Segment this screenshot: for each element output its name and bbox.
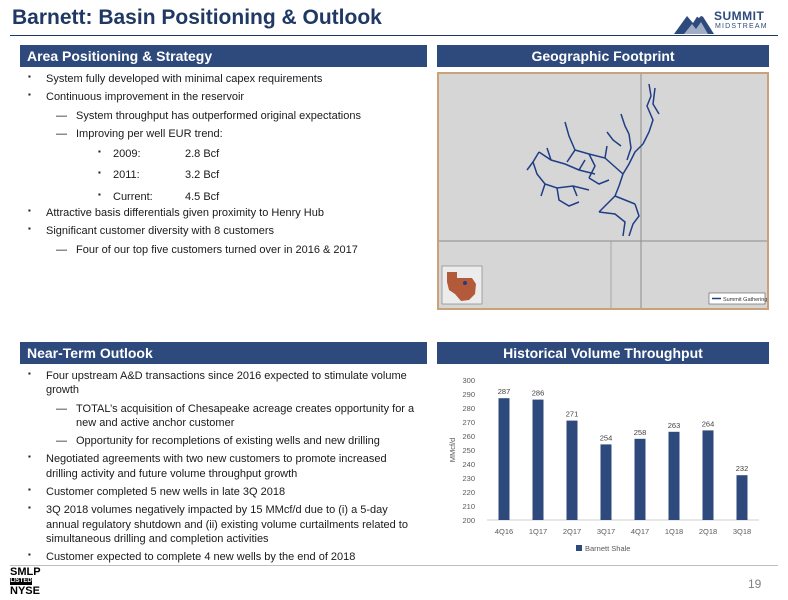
- logo-text-summit: SUMMIT: [714, 9, 765, 23]
- sub-bullet: — Four of our top five customers turned over in 2016 & 2017: [20, 243, 430, 257]
- geographic-footprint-header: Geographic Footprint: [437, 45, 769, 67]
- x-tick-label: 4Q16: [494, 527, 514, 536]
- bullet: ▪ Four upstream A&D transactions since 2016 expected to stimulate volume growth: [20, 369, 415, 398]
- bullet: ▪ 3Q 2018 volumes negatively impacted by 15 MMcf/d due to (i) a 5-day annual regulatory shutdown and (ii) existing volume curtailments related to simultaneous drilling and completion activities: [20, 503, 415, 546]
- y-tick-label: 270: [462, 418, 475, 427]
- eur-value: 2.8 Bcf: [185, 148, 220, 161]
- bar: [567, 421, 578, 520]
- map-legend: [709, 293, 767, 304]
- logo-listed: LISTED: [10, 578, 32, 584]
- bar-data-label: 258: [633, 427, 647, 437]
- y-tick-label: 220: [462, 488, 475, 497]
- sub-bullet: — System throughput has outperformed original expectations: [20, 109, 430, 123]
- eur-year: Current:: [113, 190, 153, 203]
- summit-logo: [674, 8, 774, 34]
- bar-data-label: 254: [599, 433, 613, 443]
- page-number: 19: [748, 577, 762, 591]
- bullet: ▪ System fully developed with minimal capex requirements: [20, 72, 430, 86]
- bar: [533, 400, 544, 520]
- slide-title: Barnett: Basin Positioning & Outlook: [12, 6, 382, 29]
- eur-item: [20, 168, 430, 182]
- y-tick-label: 240: [462, 460, 475, 469]
- y-axis-label: MMcf/d: [448, 437, 457, 463]
- x-tick-label: 3Q17: [596, 527, 616, 536]
- bullet: ▪ Customer completed 5 new wells in late 3Q 2018: [20, 485, 415, 499]
- bullet: ▪ Customer expected to complete 4 new wells by the end of 2018: [20, 550, 415, 564]
- historical-volume-header: Historical Volume Throughput: [437, 342, 769, 364]
- x-tick-label: 2Q17: [562, 527, 582, 536]
- bar-data-label: 271: [565, 409, 579, 419]
- x-tick-label: 3Q18: [732, 527, 752, 536]
- logo-text-midstream: MIDSTREAM: [715, 23, 768, 30]
- area-positioning-header: Area Positioning & Strategy: [20, 45, 427, 67]
- bar: [669, 432, 680, 520]
- bar-data-label: 286: [531, 388, 545, 398]
- bar: [737, 475, 748, 520]
- bar: [499, 398, 510, 520]
- bar: [635, 439, 646, 520]
- footer-divider: [10, 565, 778, 566]
- y-tick-label: 300: [462, 376, 475, 385]
- bar-data-label: 232: [735, 464, 749, 474]
- texas-inset-map: [442, 266, 482, 304]
- eur-value: 4.5 Bcf: [185, 190, 220, 203]
- eur-year: 2011:: [113, 169, 140, 182]
- eur-year: 2009:: [113, 148, 141, 161]
- eur-item: [20, 147, 430, 161]
- logo-smlp: SMLP: [10, 566, 41, 578]
- x-tick-label: 2Q18: [698, 527, 718, 536]
- bar-data-label: 287: [497, 387, 511, 397]
- y-tick-label: 250: [462, 446, 475, 455]
- pipeline-map: [439, 74, 767, 308]
- y-tick-label: 200: [462, 516, 475, 525]
- y-tick-label: 280: [462, 404, 475, 413]
- x-tick-label: 4Q17: [630, 527, 650, 536]
- map-legend-label: Summit Gathering: [723, 297, 767, 303]
- sub-bullet: — TOTAL’s acquisition of Chesapeake acreage creates opportunity for a new and active anchor customer: [20, 402, 415, 431]
- eur-item: [20, 190, 430, 204]
- y-tick-label: 260: [462, 432, 475, 441]
- bar: [601, 444, 612, 520]
- x-tick-label: 1Q17: [528, 527, 548, 536]
- legend-label: Barnett Shale: [585, 544, 631, 553]
- logo-nyse: NYSE: [10, 585, 40, 597]
- y-tick-label: 210: [462, 502, 475, 511]
- near-term-outlook-header: Near-Term Outlook: [20, 342, 427, 364]
- bullet: ▪ Negotiated agreements with two new customers to promote increased drilling activity and future volume throughput growth: [20, 452, 415, 481]
- y-tick-label: 230: [462, 474, 475, 483]
- bar-data-label: 263: [667, 420, 681, 430]
- smlp-nyse-logo: [10, 566, 50, 597]
- bullet: ▪ Attractive basis differentials given proximity to Henry Hub: [20, 206, 430, 220]
- sub-bullet: — Improving per well EUR trend:: [20, 127, 430, 141]
- legend-swatch: [576, 545, 582, 551]
- bullet: ▪ Significant customer diversity with 8 customers: [20, 224, 430, 238]
- area-positioning-bullets: [20, 72, 430, 261]
- x-tick-label: 1Q18: [664, 527, 684, 536]
- bar-chart: [437, 368, 769, 558]
- bullet: ▪ Continuous improvement in the reservoir: [20, 90, 430, 104]
- y-tick-label: 290: [462, 390, 475, 399]
- sub-bullet: — Opportunity for recompletions of existing wells and new drilling: [20, 434, 415, 448]
- near-term-outlook-bullets: [20, 369, 415, 569]
- bar-data-label: 264: [701, 419, 715, 429]
- title-divider: [10, 35, 778, 36]
- geographic-footprint-map: [437, 72, 769, 310]
- eur-value: 3.2 Bcf: [185, 169, 220, 182]
- bar: [703, 430, 714, 520]
- mountain-icon: [674, 10, 714, 34]
- historical-volume-chart: [437, 368, 769, 558]
